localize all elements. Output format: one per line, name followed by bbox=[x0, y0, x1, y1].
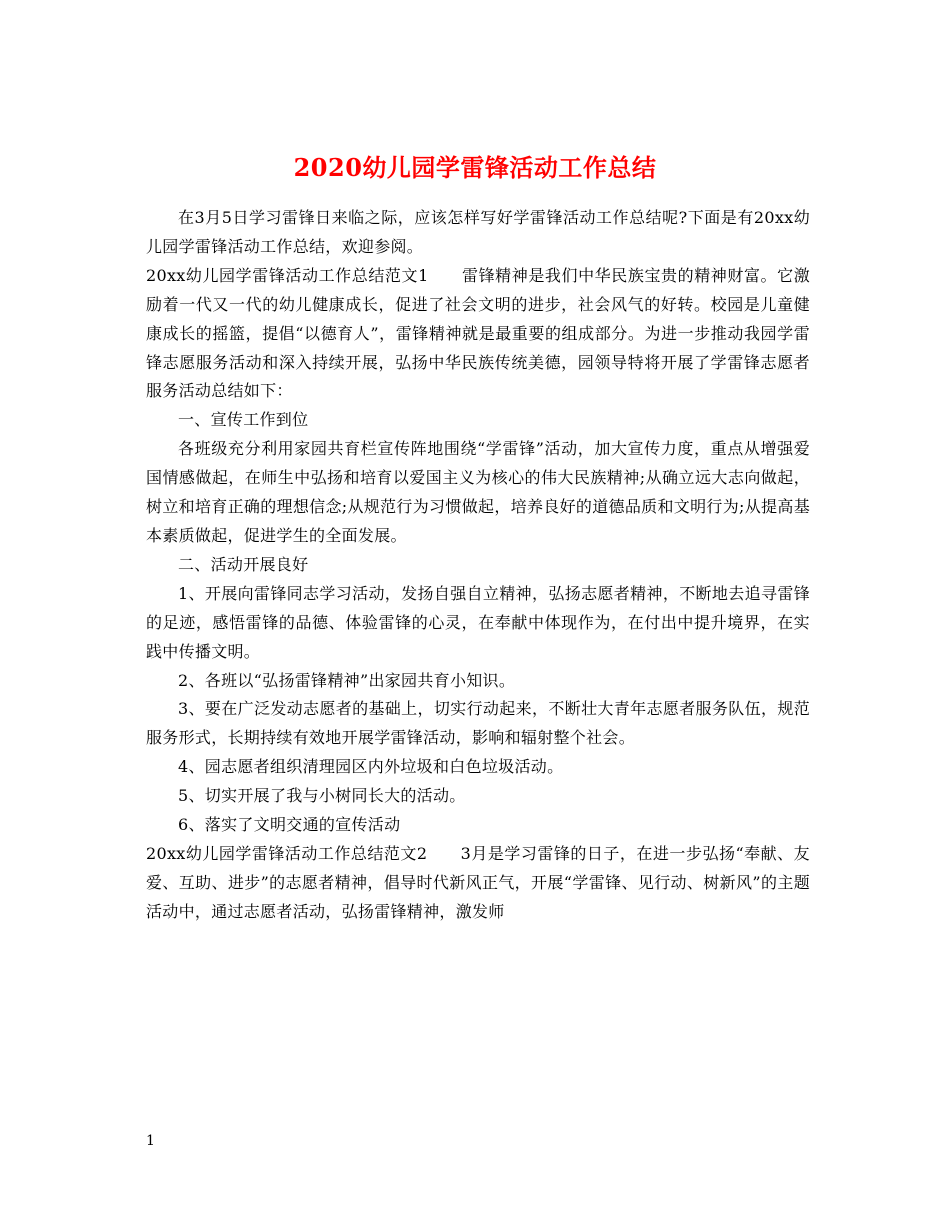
list-item-activity-5: 5、切实开展了我与小树同长大的活动。 bbox=[178, 786, 466, 806]
list-item-activity-2: 2、各班以“弘扬雷锋精神”出家园共育小知识。 bbox=[178, 670, 516, 690]
list-item-activity-1: 1、开展向雷锋同志学习活动，发扬自强自立精神，弘扬志愿者精神，不断地去追寻雷锋的足迹，感悟雷锋的品德、体验雷锋的心灵，在奉献中体现作为，在付出中提升境界，在实践中传播文明。 bbox=[146, 583, 810, 661]
list-item-activity-4: 4、园志愿者组织清理园区内外垃圾和白色垃圾活动。 bbox=[178, 757, 564, 777]
document-body bbox=[146, 204, 810, 927]
document-title: 2020幼儿园学雷锋活动工作总结 bbox=[293, 153, 657, 183]
list-item-activity-3: 3、要在广泛发动志愿者的基础上，切实行动起来，不断壮大青年志愿者服务队伍，规范服务形式，长期持续有效地开展学雷锋活动，影响和辐射整个社会。 bbox=[146, 699, 810, 748]
paragraph-publicity: 各班级充分利用家园共育栏宣传阵地围绕“学雷锋”活动，加大宣传力度，重点从增强爱国情感做起，在师生中弘扬和培育以爱国主义为核心的伟大民族精神;从确立远大志向做起，树立和培育正确的理想信念;从规范行为习惯做起，培养良好的道德品质和文明行为;从提高基本素质做起，促进学生的全面发展。 bbox=[146, 439, 810, 545]
paragraph-sample-2: 20xx幼儿园学雷锋活动工作总结范文2 3月是学习雷锋的日子，在进一步弘扬“奉献、友爱、互助、进步”的志愿者精神，倡导时代新风正气，开展“学雷锋、见行动、树新风”的主题活动中，通过志愿者活动，弘扬雷锋精神，激发师 bbox=[146, 843, 810, 921]
section-heading-publicity: 一、宣传工作到位 bbox=[178, 410, 309, 430]
section-heading-activities: 二、活动开展良好 bbox=[178, 554, 309, 574]
list-item-activity-6: 6、落实了文明交通的宣传活动 bbox=[178, 815, 401, 835]
page-number: 1 bbox=[146, 1133, 155, 1149]
paragraph-sample-1: 20xx幼儿园学雷锋活动工作总结范文1 雷锋精神是我们中华民族宝贵的精神财富。它激励着一代又一代的幼儿健康成长，促进了社会文明的进步，社会风气的好转。校园是儿童健康成长的摇篮，提倡“以德育人”，雷锋精神就是最重要的组成部分。为进一步推动我园学雷锋志愿服务活动和深入持续开展，弘扬中华民族传统美德，园领导特将开展了学雷锋志愿者服务活动总结如下： bbox=[146, 265, 810, 401]
paragraph-intro: 在3月5日学习雷锋日来临之际，应该怎样写好学雷锋活动工作总结呢?下面是有20xx幼儿园学雷锋活动工作总结，欢迎参阅。 bbox=[146, 208, 810, 256]
